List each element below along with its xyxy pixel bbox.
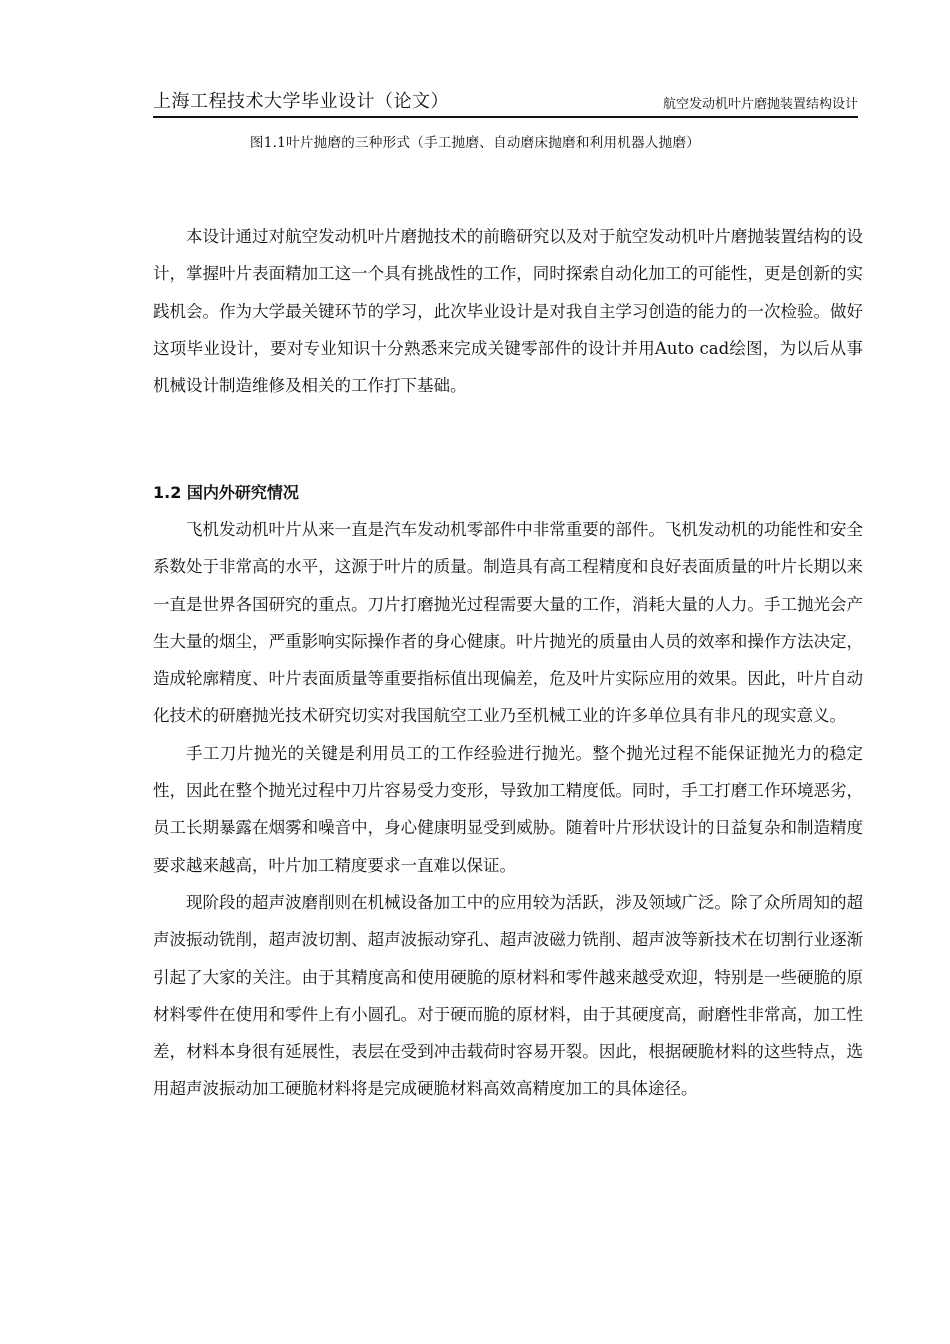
intro-paragraph: 本设计通过对航空发动机叶片磨抛技术的前瞻研究以及对于航空发动机叶片磨抛装置结构的设计，掌握叶片表面精加工这一个具有挑战性的工作，同时探索自动化加工的可能性，更是创新的实践机会。作为大学最关键环节的学习，此次毕业设计是对我自主学习创造的能力的一次检验。做好这项毕业设计，要对专业知识十分熟悉来完成关键零部件的设计并用Auto cad绘图，为以后从事机械设计制造维修及相关的工作打下基础。 (153, 227, 863, 396)
section-paragraph-3: 现阶段的超声波磨削则在机械设备加工中的应用较为活跃，涉及领域广泛。除了众所周知的超声波振动铣削，超声波切割、超声波振动穿孔、超声波磁力铣削、超声波等新技术在切割行业逐渐引起了大家的关注。由于其精度高和使用硬脆的原材料和零件越来越受欢迎，特别是一些硬脆的原材料零件在使用和零件上有小圆孔。对于硬而脆的原材料，由于其硬度高，耐磨性非常高，加工性差，材料本身很有延展性，表层在受到冲击载荷时容易开裂。因此，根据硬脆材料的这些特点，选用超声波振动加工硬脆材料将是完成硬脆材料高效高精度加工的具体途径。 (153, 892, 863, 1099)
section-paragraph-2: 手工刀片抛光的关键是利用员工的工作经验进行抛光。整个抛光过程不能保证抛光力的稳定性，因此在整个抛光过程中刀片容易受力变形，导致加工精度低。同时，手工打磨工作环境恶劣，员工长期暴露在烟雾和噪音中，身心健康明显受到威胁。随着叶片形状设计的日益复杂和制造精度要求越来越高，叶片加工精度要求一直难以保证。 (153, 743, 863, 875)
page-header (153, 88, 858, 118)
header-thesis-title: 航空发动机叶片磨抛装置结构设计 (662, 97, 858, 112)
section-heading: 1.2 国内外研究情况 (153, 483, 299, 502)
intro-section (153, 218, 863, 404)
section-paragraph-1: 飞机发动机叶片从来一直是汽车发动机零部件中非常重要的部件。飞机发动机的功能性和安全系数处于非常高的水平，这源于叶片的质量。制造具有高工程精度和良好表面质量的叶片长期以来一直是世界各国研究的重点。刀片打磨抛光过程需要大量的工作，消耗大量的人力。手工抛光会产生大量的烟尘，严重影响实际操作者的身心健康。叶片抛光的质量由人员的效率和操作方法决定，造成轮廓精度、叶片表面质量等重要指标值出现偏差，危及叶片实际应用的效果。因此，叶片自动化技术的研磨抛光技术研究切实对我国航空工业乃至机械工业的许多单位具有非凡的现实意义。 (153, 520, 863, 726)
figure-caption: 图1.1叶片抛磨的三种形式（手工抛磨、自动磨床抛磨和利用机器人抛磨） (249, 135, 701, 151)
header-university-title: 上海工程技术大学毕业设计（论文） (153, 91, 449, 112)
section-body (153, 511, 863, 1108)
